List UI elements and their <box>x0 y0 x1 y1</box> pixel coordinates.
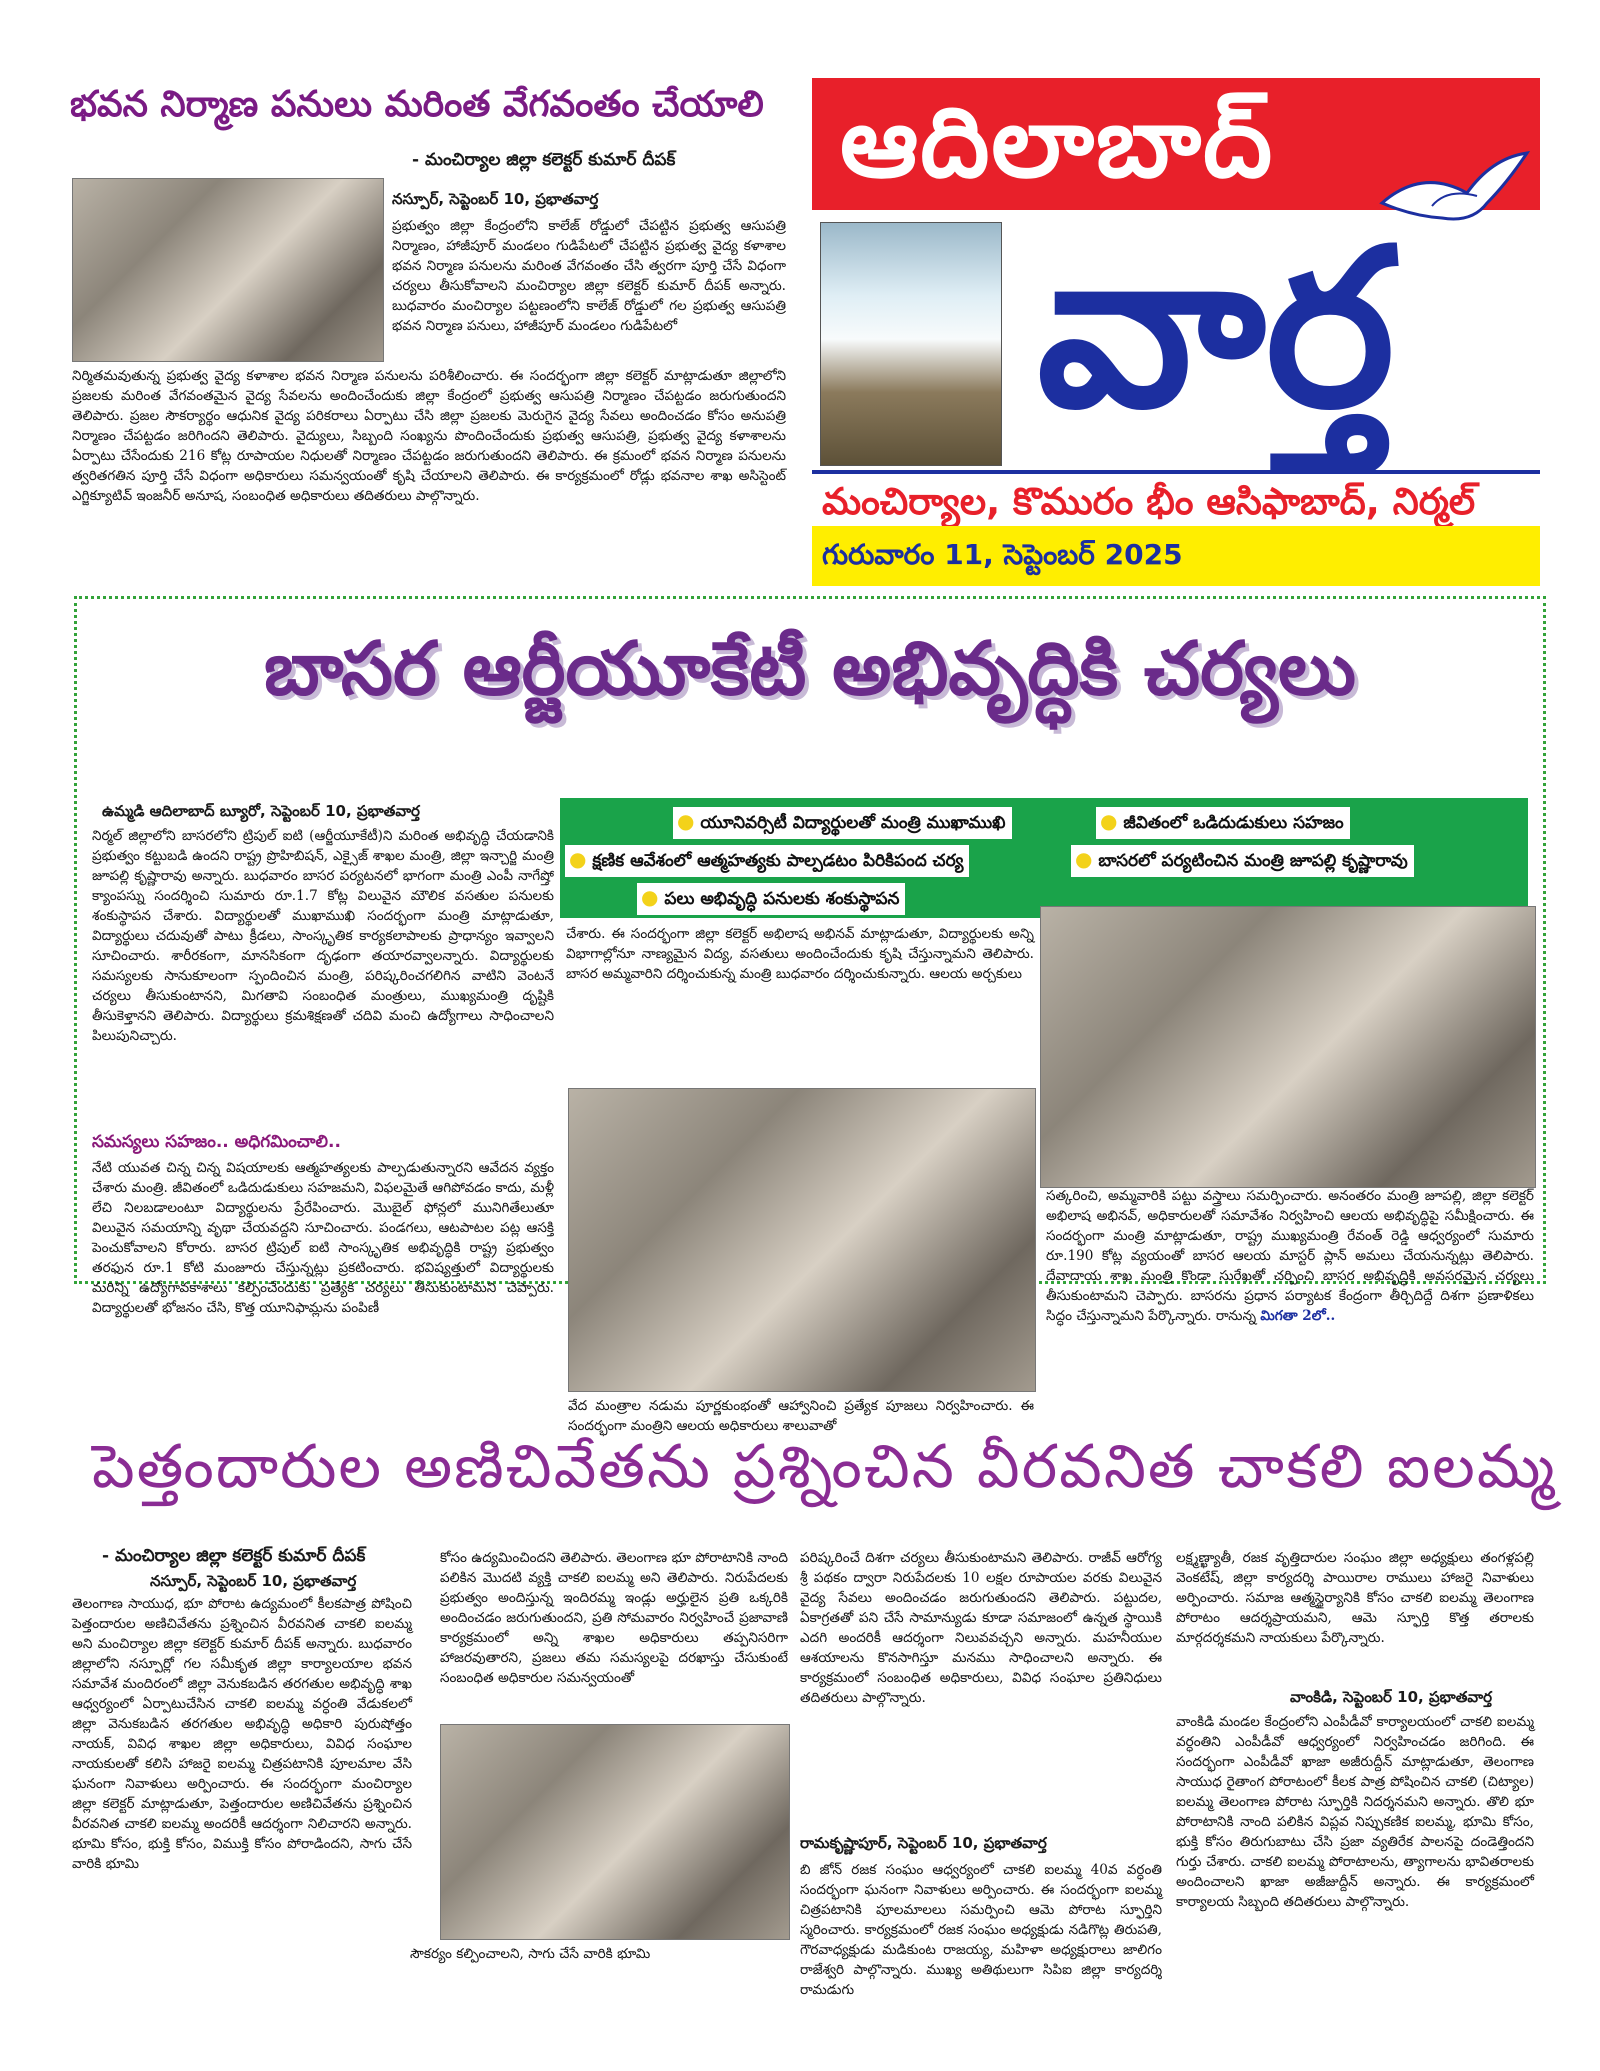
article2-col2-text: చేశారు. ఈ సందర్భంగా జిల్లా కలెక్టర్ అభిలాష అభినవ్ మాట్లాడుతూ, విద్యార్థులకు అన్ని విభాగాల్లోనూ నాణ్యమైన విద్య, వసతులు అందించేందుకు కృషి చేస్తున్నామని తెలిపారు. బాసర అమ్మవారిని దర్శించుకున్న మంత్రి బుధవారం దర్శించుకున్నారు. ఆలయ అర్చకులు <box>566 926 1034 982</box>
article1-column <box>392 190 786 336</box>
masthead <box>812 78 1540 578</box>
bullet-icon: ● <box>1075 847 1093 871</box>
article3-col2-text: కోసం ఉద్యమించిందని తెలిపారు. తెలంగాణ భూ పోరాటానికి నాంది పలికిన మొదటి వ్యక్తి చాకలి ఐలమ్మ అని తెలిపారు. నిరుపేదలకు ప్రభుత్వం అందిస్తున్న ఇందిరమ్మ ఇండ్లు అర్హులైన ప్రతి ఒక్కరికి అందించడం జరుగుతుందని, ప్రతి సోమవారం నిర్వహించే ప్రజావాణి కార్యక్రమంలో అన్ని శాఖల అధికారులు తప్పనిసరిగా హాజరవుతారని, ప్రజలు తమ సమస్యలపై దరఖాస్తు చేసుకుంటే సంబంధిత అధికారుల సమన్వయంతో <box>440 1550 788 1686</box>
article3-col4-text: లక్ష్మణ్ఖ్యాతీ, రజక వృత్తిదారుల సంఘం జిల్లా అధ్యక్షులు తంగళ్లపల్లి వెంకటేష్, జిల్లా కార్యదర్శి పాయిరాల రాములు హాజరై నివాళులు అర్పించారు. సమాజ ఆత్మస్థైర్యానికి కోసం చాకలి ఐలమ్మ తెలంగాణ పోరాటం ఆదర్శప్రాయమని, ఆమె స్ఫూర్తి కొత్త తరాలకు మార్గదర్శకమని నాయకులు పేర్కొన్నారు. <box>1176 1550 1534 1646</box>
bullet-icon: ● <box>1100 809 1118 833</box>
article3-col2b-text: సౌకర్యం కల్పించాలని, సాగు చేసే వారికి భూమి <box>410 1946 651 1962</box>
article3-dateline: నస్పూర్, సెప్టెంబర్ 10, ప్రభాతవార్త <box>150 1572 357 1590</box>
article3-dateline2: రామకృష్ణాపూర్, సెప్టెంబర్ 10, ప్రభాతవార్త <box>800 1834 1047 1852</box>
article3-headline: పెత్తందారుల అణిచివేతను ప్రశ్నించిన వీరవనిత చాకలి ఐలమ్మ <box>92 1432 1557 1502</box>
article2-col1b-text: నేటి యువత చిన్న చిన్న విషయాలకు ఆత్మహత్యలకు పాల్పడుతున్నారని ఆవేదన వ్యక్తం చేశారు మంత్రి. జీవితంలో ఒడిదుడుకులు సహజమని, విఫలమైతే ఆగిపోవడం కాదు, మళ్లీ లేచి నిలబడాలంటూ విద్యార్థులను ప్రేరేపించారు. మొబైల్ ఫోన్లలో మునిగితేలుతూ విలువైన సమయాన్ని వృథా చేయవద్దని సూచించారు. పండగలు, ఆటపాటల పట్ల ఆసక్తి పెంచుకోవాలని కోరారు. బాసర ట్రిపుల్ ఐటి సాంస్కృతిక అభివృద్ధికి రాష్ట్ర ప్రభుత్వం తరఫున రూ.1 కోటి మంజూరు చేస్తున్నట్లు ప్రకటించారు. భవిష్యత్తులో విద్యార్థులకు మరిన్ని ఉద్యోగావకాశాలు కల్పించేందుకు ప్రత్యేక చర్యలు తీసుకుంటామని చెప్పారు. విద్యార్థులతో భోజనం చేసి, కొత్త యూనిఫామ్లను పంపిణీ <box>92 1160 554 1316</box>
minister-foundation-photo <box>1040 906 1536 1188</box>
continued-link[interactable]: మిగతా 2లో.. <box>1260 1308 1336 1324</box>
article3-byline: - మంచిర్యాల జిల్లా కలెక్టర్ కుమార్ దీపక్ <box>102 1546 366 1566</box>
bullet-icon: ● <box>677 809 695 833</box>
article1-col-text: ప్రభుత్వం జిల్లా కేంద్రంలోని కాలేజ్ రోడ్డులో చేపట్టిన ప్రభుత్వ ఆసుపత్రి నిర్మాణం, హాజీపూర్ మండలం గుడిపేటలో చేపట్టిన ప్రభుత్వ వైద్య కళాశాల భవన నిర్మాణ పనులను మరింత వేగవంతం చేసి త్వరగా పూర్తి చేసే విధంగా చర్యలు తీసుకోవాలని మంచిర్యాల జిల్లా కలెక్టర్ కుమార్ దీపక్ అన్నారు. బుధవారం మంచిర్యాల పట్టణంలోని కాలేజ్ రోడ్డులో గల ప్రభుత్వ ఆసుపత్రి భవన నిర్మాణ పనులు, హాజీపూర్ మండలం గుడిపేటలో <box>392 218 786 334</box>
article3-col3-text: పరిష్కరించే దిశగా చర్యలు తీసుకుంటామని తెలిపారు. రాజీవ్ ఆరోగ్య శ్రీ పథకం ద్వారా నిరుపేదలకు 10 లక్షల రూపాయల వరకు విలువైన వైద్య సేవలు అందించడం జరుగుతుందని తెలిపారు. పట్టుదల, ఏకాగ్రతతో పని చేసే సామాన్యుడు కూడా సమాజంలో ఉన్నత స్థాయికి ఎదగి అందరికీ ఆదర్శంగా నిలువవచ్చని అన్నారు. మహనీయుల ఆశయాలను కొనసాగిస్తూ మనము సాధించాలని అన్నారు. ఈ కార్యక్రమంలో సంబంధిత అధికారులు, వివిధ సంఘాల ప్రతినిధులు తదితరులు పాల్గొన్నారు. <box>800 1550 1162 1706</box>
article1-headline: భవన నిర్మాణ పనులు మరింత వేగవంతం చేయాలి <box>70 84 764 125</box>
masthead-middle <box>812 203 1540 478</box>
masthead-title-top: ఆదిలాబాద్ <box>840 86 1275 200</box>
article3-col3b-text: బి జోన్ రజక సంఘం ఆధ్వర్యంలో చాకలి ఐలమ్మ 40వ వర్ధంతి సందర్భంగా ఘనంగా నివాళులు అర్పించారు. ఈ సందర్భంగా ఐలమ్మ చిత్రపటానికి పూలమాలలు సమర్పించి ఆమె పోరాట స్ఫూర్తిని స్మరించారు. కార్యక్రమంలో రజక సంఘం అధ్యక్షుడు నడిగొట్ల తిరుపతి, గౌరవాధ్యక్షుడు మడికుంట రాజయ్య, మహిళా అధ్యక్షురాలు జాలిగం రాజేశ్వరి పాల్గొన్నారు. ముఖ్య అతిథులుగా సిపిఐ జిల్లా కార్యదర్శి రామడుగు <box>800 1862 1162 1998</box>
article1-full-text: నిర్మితమవుతున్న ప్రభుత్వ వైద్య కళాశాల భవన నిర్మాణ పనులను పరిశీలించారు. ఈ సందర్భంగా జిల్లా కలెక్టర్ మాట్లాడుతూ జిల్లాలోని ప్రజలకు మరింత వేగవంతమైన వైద్య సేవలను అందించేందుకు జిల్లా కేంద్రంలో ప్రభుత్వ ఆసుపత్రి నిర్మాణం చేపట్టడం జరుగుతుందని తెలిపారు. ప్రజల సౌకర్యార్థం ఆధునిక వైద్య పరికరాలు ఏర్పాటు చేసి జిల్లా ప్రజలకు మెరుగైన వైద్య సేవలు అందించడం కోసం అనుపత్రి నిర్మాణం చేపట్టడం జరిగిందని తెలిపారు. వైద్యులు, సిబ్బంది సంఖ్యను పొందించేందుకు ప్రభుత్వ ఆసుపత్రి, ప్రభుత్వ వైద్య కళాశాలను ఏర్పాటు చేసేందుకు 216 కోట్ల రూపాయల నిధులతో నిర్మాణం చేపట్టడం జరుగుతుందని తెలిపారు. ఈ క్రమంలో భవన నిర్మాణ పనులను త్వరితగతిన పూర్తి చేసే విధంగా అధికారులు సమన్వయంతో కృషి చేయాలని తెలిపారు. ఈ కార్యక్రమంలో రోడ్లు భవనాల శాఖ అసిస్టెంట్ ఎగ్జిక్యూటివ్ ఇంజనీర్ అనూష, సంబంధిత అధికారులు తదితరులు పాల్గొన్నారు. <box>72 368 786 504</box>
article1-photo <box>72 178 384 362</box>
article3-col1-text: తెలంగాణ సాయుధ, భూ పోరాట ఉద్యమంలో కీలకపాత్ర పోషించి పెత్తందారుల అణిచివేతను ప్రశ్నించిన వీరవనిత చాకలి ఐలమ్మ అని మంచిర్యాల జిల్లా కలెక్టర్ కుమార్ దీపక్ అన్నారు. బుధవారం జిల్లాలోని నస్పూర్లో గల సమీకృత జిల్లా కార్యాలయాల భవన సమావేశ మందిరంలో జిల్లా వెనుకబడిన తరగతుల అభివృద్ధి శాఖ ఆధ్వర్యంలో ఏర్పాటుచేసిన చాకలి ఐలమ్మ వర్ధంతి వేడుకలలో జిల్లా వెనుకబడిన తరగతుల అభివృద్ధి అధికారి పురుషోత్తం నాయక్, వివిధ శాఖల జిల్లా అధికారులు, వివిధ సంఘాల నాయకులతో కలిసి హాజరై ఐలమ్మ చిత్రపటానికి పూలమాల వేసి ఘనంగా నివాళులు అర్పించారు. ఈ సందర్భంగా మంచిర్యాల జిల్లా కలెక్టర్ మాట్లాడుతూ, పెత్తందారుల అణిచివేతను ప్రశ్నించిన వీరవనిత చాకలి ఐలమ్మ అందరికీ ఆదర్శంగా నిలిచారని అన్నారు. భూమి కోసం, భుక్తి కోసం, విముక్తి కోసం పోరాడిందని, సాగు చేసే వారికి భూమి <box>72 1596 412 1872</box>
masthead-title-main: వార్త <box>1037 203 1395 456</box>
highlight-item: ● యూనివర్సిటీ విద్యార్థులతో మంత్రి ముఖాముఖి <box>672 806 1013 840</box>
masthead-region <box>812 470 1540 530</box>
article2-headline: బాసర ఆర్జీయూకేటీ అభివృద్ధికి చర్యలు <box>263 626 1357 712</box>
article2-col3-text: సత్కరించి, అమ్మవారికి పట్టు వస్త్రాలు సమర్పించారు. అనంతరం మంత్రి జూపల్లి, జిల్లా కలెక్టర్ అభిలాష అభినవ్, అధికారులతో సమావేశం నిర్వహించి ఆలయ అభివృద్ధిపై సమీక్షించారు. ఈ సందర్భంగా మంత్రి మాట్లాడుతూ, రాష్ట్ర ముఖ్యమంత్రి రేవంత్ రెడ్డి ఆధ్వర్యంలో సుమారు రూ.190 కోట్ల వ్యయంతో బాసర ఆలయ మాస్టర్ ప్లాన్ అమలు చేయనున్నట్లు తెలిపారు. దేవాదాయ శాఖ మంత్రి కొండా సురేఖతో చర్చించి బాసర అభివృద్ధికి అవసరమైన చర్యలు తీసుకుంటామని చెప్పారు. బాసరను ప్రధాన పర్యాటక కేంద్రంగా తీర్చిదిద్దే దిశగా ప్రణాళికలు సిద్ధం చేస్తున్నామని పేర్కొన్నారు. రానున్న <box>1046 1188 1534 1324</box>
article3-dateline3: వాంకిడి, సెప్టెంబర్ 10, ప్రభాతవార్త <box>1290 1688 1493 1706</box>
dove-logo-icon <box>1372 148 1532 248</box>
ailamma-tribute-photo <box>440 1724 790 1940</box>
highlight-item: ● పలు అభివృద్ధి పనులకు శంకుస్థాపన <box>636 882 906 916</box>
article1-dateline: నస్పూర్, సెప్టెంబర్ 10, ప్రభాతవార్త <box>392 190 599 208</box>
masthead-region-text: మంచిర్యాల, కొమురం భీం ఆసిఫాబాద్, నిర్మల్ <box>822 480 1476 523</box>
bullet-icon: ● <box>641 885 659 909</box>
article2-dateline: ఉమ్మడి ఆదిలాబాద్ బ్యూరో, సెప్టెంబర్ 10, ప్రభాతవార్త <box>102 802 420 820</box>
waterfall-photo <box>820 222 1002 466</box>
masthead-date: గురువారం 11, సెప్టెంబర్ 2025 <box>822 538 1183 571</box>
highlight-item: ● బాసరలో పర్యటించిన మంత్రి జూపల్లి కృష్ణారావు <box>1070 844 1415 878</box>
article2-col3-container <box>1046 1186 1534 1326</box>
temple-puja-photo <box>568 1088 1036 1392</box>
article2-col1-text: నిర్మల్ జిల్లాలోని బాసరలోని ట్రిపుల్ ఐటి (ఆర్జీయూకేటీ)ని మరింత అభివృద్ధి చేయడానికి ప్రభుత్వం కట్టుబడి ఉందని రాష్ట్ర ప్రొహిబిషన్, ఎక్సైజ్ శాఖల మంత్రి, జిల్లా ఇన్చార్జి మంత్రి జూపల్లి కృష్ణారావు అన్నారు. బుధవారం బాసర పర్యటనలో భాగంగా మంత్రి ఎంపీ నాగేష్తో క్యాంపస్ను సందర్శించి సుమారు రూ.1.7 కోట్ల విలువైన మౌలిక వసతుల పనులకు శంకుస్థాపన చేశారు. విద్యార్థులతో ముఖాముఖి సందర్భంగా మంత్రి మాట్లాడుతూ, విద్యార్థులు చదువుతో పాటు క్రీడలు, సాంస్కృతిక కార్యకలాపాలకు ప్రాధాన్యం ఇవ్వాలని సూచించారు. శారీరకంగా, మానసికంగా దృఢంగా తయారవ్వాలన్నారు. విద్యార్థులకు సమస్యలకు సానుకూలంగా స్పందించిన మంత్రి, పరిష్కరించగలిగిన వాటిని వెంటనే చర్యలు తీసుకుంటానని, మిగతావి సంబంధిత మంత్రులు, ముఖ్యమంత్రి దృష్టికి తీసుకెళ్తానని తెలిపారు. విద్యార్థులు క్రమశిక్షణతో చదివి మంచి ఉద్యోగాలు సాధించాలని పిలుపునిచ్చారు. <box>92 828 554 1044</box>
article1-byline: - మంచిర్యాల జిల్లా కలెక్టర్ కుమార్ దీపక్ <box>412 150 676 170</box>
article3-col4b-text: వాంకిడి మండల కేంద్రంలోని ఎంపీడీవో కార్యాలయంలో చాకలి ఐలమ్మ వర్ధంతిని ఎంపీడీవో ఆధ్వర్యంలో నిర్వహించడం జరిగింది. ఈ సందర్భంగా ఎంపీడీవో ఖాజా అజీరుద్దీన్ మాట్లాడుతూ, తెలంగాణ సాయుధ రైతాంగ పోరాటంలో కీలక పాత్ర పోషించిన చాకలి (చిట్యాల) ఐలమ్మ తెలంగాణ పోరాట స్ఫూర్తికి నిదర్శనమని అన్నారు. తొలి భూ పోరాటానికి నాంది పలికిన విప్లవ నిప్పుకణిక ఐలమ్మ, భూమి కోసం, భుక్తి కోసం తిరుగుబాటు చేసి ప్రజా వ్యతిరేక పాలనపై దండెత్తిందని గుర్తు చేశారు. చాకలి ఐలమ్మ పోరాటాలను, త్యాగాలను భావితరాలకు అందించాలని ఖాజా అజీజుద్దీన్ అన్నారు. ఈ కార్యక్రమంలో కార్యాలయ సిబ్బంది తదితరులు పాల్గొన్నారు. <box>1176 1714 1534 1910</box>
article2-caption-text: వేద మంత్రాల నడుమ పూర్ణకుంభంతో ఆహ్వానించి ప్రత్యేక పూజలు నిర్వహించారు. ఈ సందర్భంగా మంత్రిని ఆలయ అధికారులు శాలువాతో <box>568 1398 1034 1434</box>
highlights-banner <box>560 798 1528 918</box>
article2-subhead: సమస్యలు సహజం.. అధిగమించాలి.. <box>92 1132 341 1152</box>
highlight-item: ● జీవితంలో ఒడిదుడుకులు సహజం <box>1095 806 1351 840</box>
bullet-icon: ● <box>569 847 587 871</box>
highlight-item: ● క్షణిక ఆవేశంలో ఆత్మహత్యకు పాల్పడటం పిరికిపంద చర్య <box>564 844 970 878</box>
masthead-date-band <box>812 526 1540 586</box>
